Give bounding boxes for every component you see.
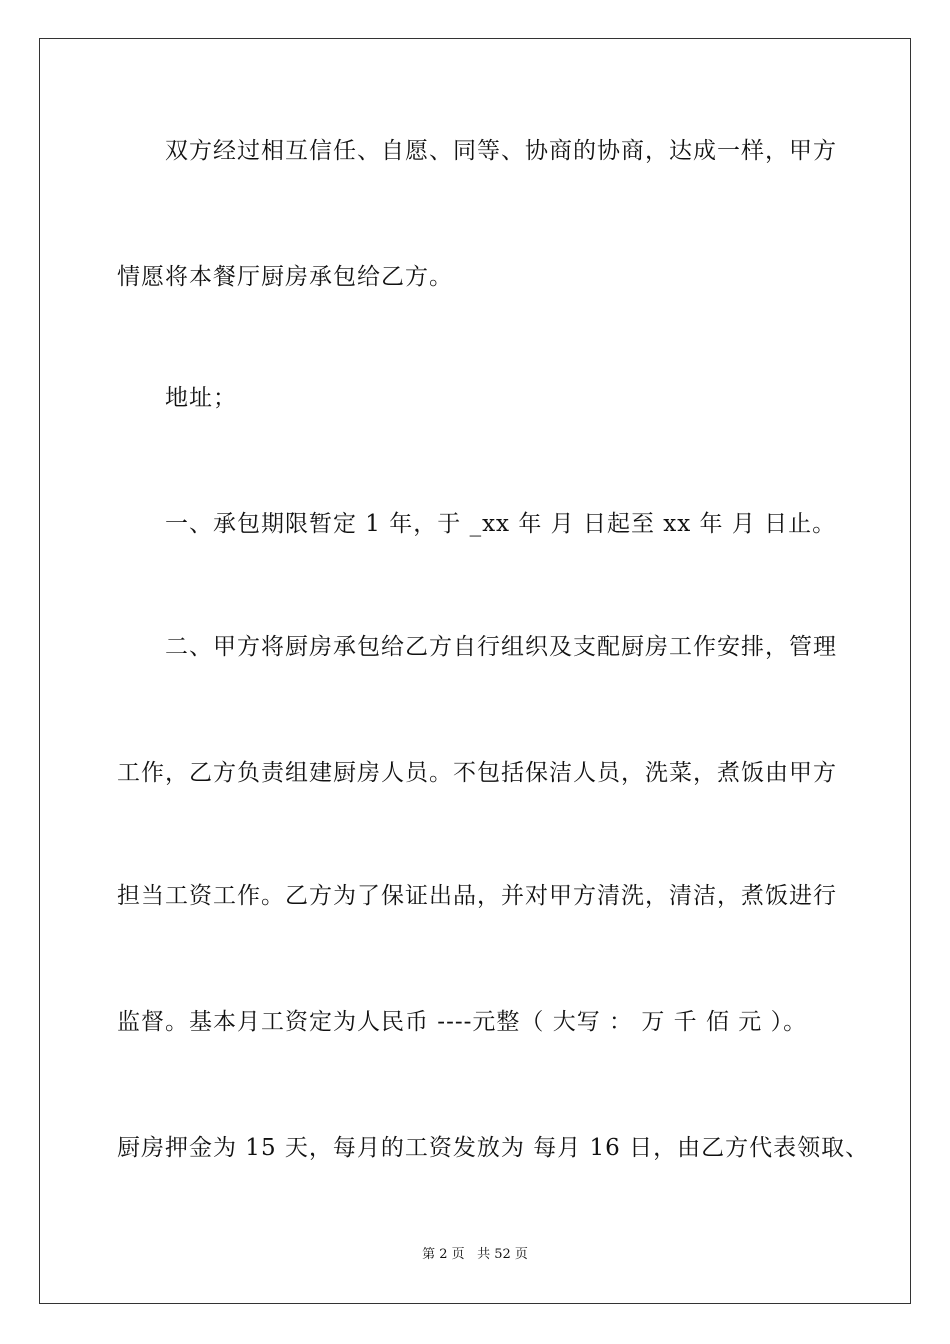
body-line-6: 工作，乙方负责组建厨房人员。不包括保洁人员，洗菜，煮饭由甲方 (117, 760, 837, 786)
body-line-8: 监督。基本月工资定为人民币 ----元整（ 大写 ： 万 千 佰 元 ）。 (117, 1009, 808, 1035)
body-line-3: 地址； (117, 385, 237, 411)
body-line-7: 担当工资工作。乙方为了保证出品，并对甲方清洗，清洁，煮饭进行 (117, 883, 837, 909)
body-line-4: 一、承包期限暂定 1 年，于 _xx 年 月 日起至 xx 年 月 日止。 (117, 511, 837, 537)
page-frame (39, 38, 911, 1304)
body-line-1: 双方经过相互信任、自愿、同等、协商的协商，达成一样，甲方 (117, 138, 837, 164)
body-line-5: 二、甲方将厨房承包给乙方自行组织及支配厨房工作安排，管理 (117, 634, 837, 660)
page-footer (0, 1246, 950, 1264)
page-number: 第 2 页 (422, 1247, 465, 1262)
page-total: 共 52 页 (477, 1247, 528, 1262)
body-line-2: 情愿将本餐厅厨房承包给乙方。 (117, 264, 453, 290)
body-line-9: 厨房押金为 15 天，每月的工资发放为 每月 16 日，由乙方代表领取、 (117, 1135, 870, 1161)
